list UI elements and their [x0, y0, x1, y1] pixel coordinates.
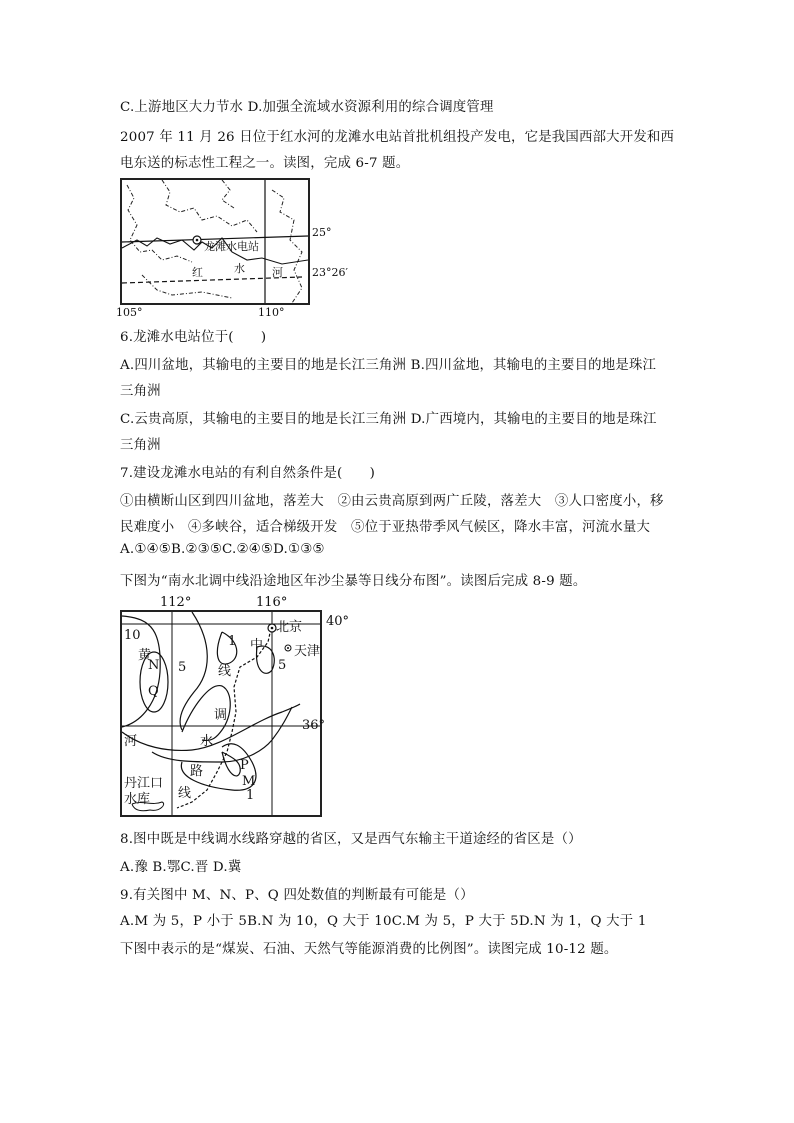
- answer-options: A.豫 B.鄂C.晋 D.冀: [120, 860, 242, 875]
- longtan-map: [120, 178, 310, 305]
- route-label: 调: [214, 708, 228, 723]
- question-7: 7.建设龙滩水电站的有利自然条件是( ): [120, 466, 376, 481]
- answer-options: A.M 为 5，P 小于 5B.N 为 10，Q 大于 10C.M 为 5，P 大于 5D.N 为 1，Q 大于 1: [120, 914, 647, 929]
- text-line: 下图中表示的是“煤炭、石油、天然气等能源消费的比例图”。读图完成 10-12 题。: [120, 942, 618, 957]
- route-label: 线: [178, 786, 192, 801]
- option-line: 民难度小 ④多峡谷，适合梯级开发 ⑤位于亚热带季风气候区，降水丰富，河流水量大: [120, 520, 651, 535]
- option-line: ①由横断山区到四川盆地，落差大 ②由云贵高原到两广丘陵，落差大 ③人口密度小，移: [120, 494, 664, 509]
- river-label: 河: [272, 266, 283, 279]
- answer-options: A.①④⑤B.②③⑤C.②④⑤D.①③⑤: [120, 542, 325, 557]
- option-line: 三角洲: [120, 384, 161, 399]
- lon-label: 116°: [256, 595, 288, 610]
- lat-label: 40°: [326, 614, 350, 629]
- route-label: 线: [218, 664, 232, 679]
- sandstorm-map: [120, 610, 322, 817]
- river-label: 水: [234, 262, 245, 275]
- lat-label: 23°26′: [312, 266, 348, 279]
- option-line: C.云贵高原，其输电的主要目的地是长江三角洲 D.广西境内，其输电的主要目的地是珠江: [120, 412, 657, 427]
- city-label: 北京: [276, 620, 303, 635]
- station-label: 龙滩水电站: [204, 240, 259, 253]
- isoline-value: 1: [246, 788, 255, 803]
- river-label: 河: [124, 734, 138, 749]
- text-line: C.上游地区大力节水 D.加强全流域水资源利用的综合调度管理: [120, 100, 494, 115]
- lon-label: 105°: [116, 306, 143, 319]
- question-9: 9.有关图中 M、N、P、Q 四处数值的判断最有可能是（）: [120, 888, 474, 903]
- point-label: N: [148, 658, 160, 673]
- text-line: 下图为“南水北调中线沿途地区年沙尘暴等日线分布图”。读图后完成 8-9 题。: [120, 574, 587, 589]
- route-label: 中: [250, 638, 264, 653]
- reservoir-label: 丹江口: [124, 776, 164, 791]
- isoline-value: 5: [278, 658, 287, 673]
- city-label: 天津: [294, 644, 321, 659]
- lon-label: 112°: [160, 595, 192, 610]
- text-line: 电东送的标志性工程之一。读图，完成 6-7 题。: [120, 156, 410, 171]
- option-line: 三角洲: [120, 438, 161, 453]
- question-8: 8.图中既是中线调水线路穿越的省区，又是西气东输主干道途经的省区是（）: [120, 832, 582, 847]
- lat-label: 36°: [302, 718, 326, 733]
- isoline-value: 10: [124, 628, 141, 643]
- isoline-value: 1: [228, 634, 237, 649]
- reservoir-label: 水库: [124, 792, 151, 807]
- point-label: Q: [148, 684, 159, 699]
- question-6: 6.龙滩水电站位于( ): [120, 330, 267, 345]
- text-line: 2007 年 11 月 26 日位于红水河的龙滩水电站首批机组投产发电，它是我国西部大开发和西: [120, 130, 675, 145]
- lat-label: 25°: [312, 226, 332, 239]
- option-line: A.四川盆地，其输电的主要目的地是长江三角洲 B.四川盆地，其输电的主要目的地是珠江: [120, 358, 657, 373]
- river-label: 黄: [138, 648, 152, 663]
- point-label: P: [240, 758, 249, 773]
- lon-label: 110°: [258, 306, 285, 319]
- route-label: 路: [190, 764, 204, 779]
- route-label: 水: [200, 734, 214, 749]
- point-label: M: [242, 774, 256, 789]
- river-label: 红: [192, 266, 203, 279]
- isoline-value: 5: [178, 660, 187, 675]
